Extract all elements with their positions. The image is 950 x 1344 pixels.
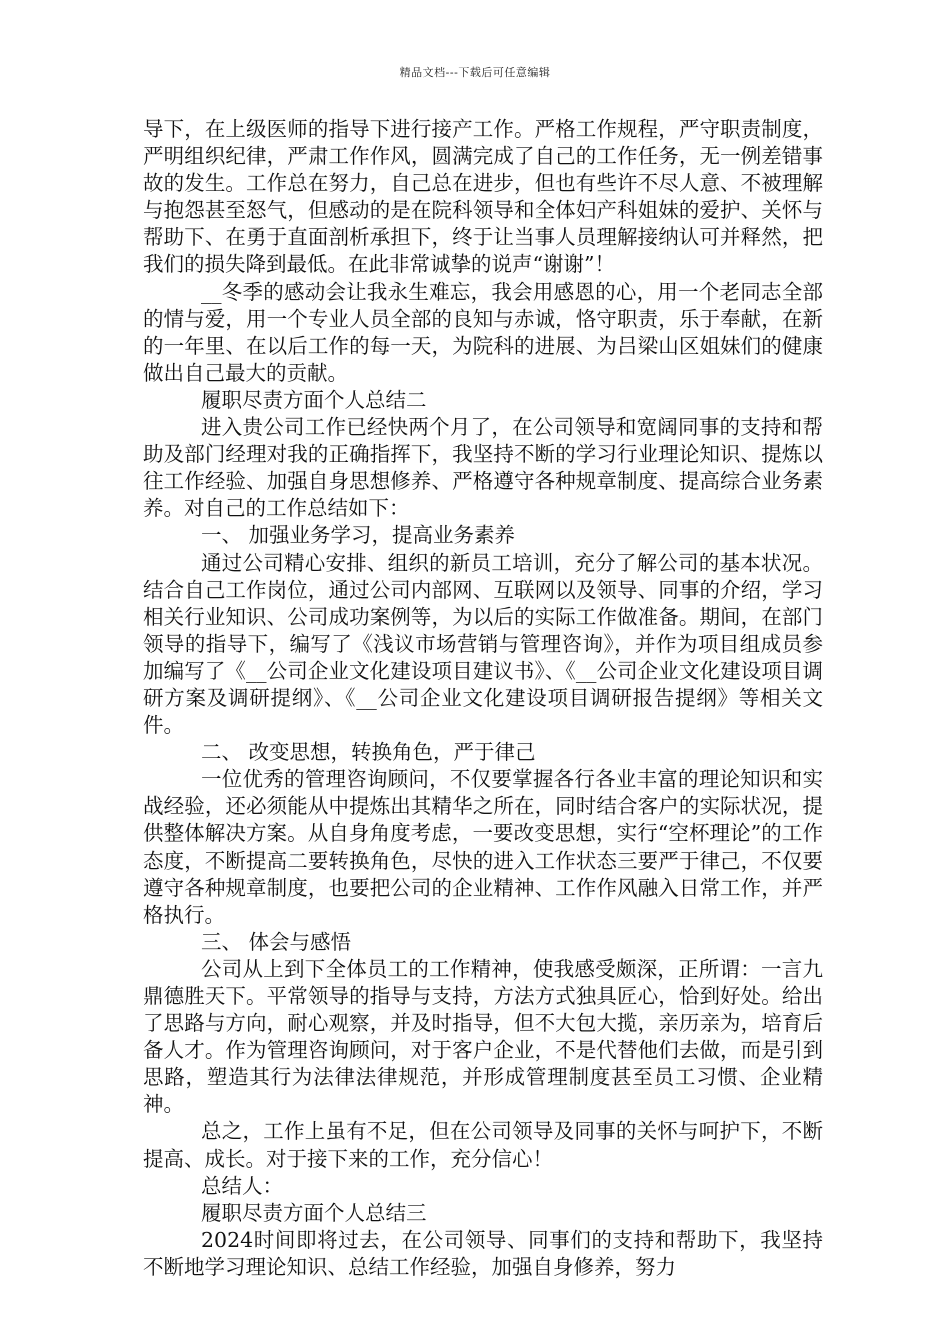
paragraph: 通过公司精心安排、组织的新员工培训，充分了解公司的基本状况。结合自己工作岗位，通过公司内部网、互联网以及领导、同事的介绍，学习相关行业知识、公司成功案例等，为以后的实际工作做准备。期间，在部门领导的指导下，编写了《浅议市场营销与管理咨询》，并作为项目组成员参加编写了《__公司企业文化建设项目建议书》、《__公司企业文化建设项目调研方案及调研提纲》、《__公司企业文化建设项目调研报告提纲》等相关文件。 [143, 550, 823, 738]
paragraph: 2024时间即将过去，在公司领导、同事们的支持和帮助下，我坚持不断地学习理论知识、总结工作经验，加强自身修养，努力 [143, 1227, 823, 1279]
document-body [143, 116, 823, 1281]
subsection-heading: 二、 改变思想，转换角色，严于律己 [201, 740, 536, 765]
signature-label: 总结人： [201, 1173, 283, 1198]
paragraph: __冬季的感动会让我永生难忘，我会用感恩的心，用一个老同志全部的情与爱，用一个专业人员全部的良知与赤诚，恪守职责，乐于奉献，在新的一年里、在以后工作的每一天，为院科的进展、为吕梁山区姐妹们的健康做出自己最大的贡献。 [143, 279, 823, 385]
paragraph: 进入贵公司工作已经快两个月了，在公司领导和宽阔同事的支持和帮助及部门经理对我的正确指挥下，我坚持不断的学习行业理论知识、提炼以往工作经验、加强自身思想修养、严格遵守各种规章制度、提高综合业务素养。对自己的工作总结如下： [143, 415, 823, 521]
paragraph: 一位优秀的管理咨询顾问，不仅要掌握各行各业丰富的理论知识和实战经验，还必须能从中提炼出其精华之所在，同时结合客户的实际状况，提供整体解决方案。从自身角度考虑，一要改变思想，实行“空杯理论”的工作态度，不断提高二要转换角色，尽快的进入工作状态三要严于律己，不仅要遵守各种规章制度，也要把公司的企业精神、工作作风融入日常工作，并严格执行。 [143, 767, 823, 927]
section-heading: 履职尽责方面个人总结三 [201, 1200, 427, 1225]
paragraph: 公司从上到下全体员工的工作精神，使我感受颇深，正所谓：一言九鼎德胜天下。平常领导的指导与支持，方法方式独具匠心，恰到好处。给出了思路与方向，耐心观察，并及时指导，但不大包大揽，亲历亲为，培育后备人才。作为管理咨询顾问，对于客户企业，不是代替他们去做，而是引到思路，塑造其行为法律法律规范，并形成管理制度甚至员工习惯、企业精神。 [143, 956, 823, 1117]
section-heading: 履职尽责方面个人总结二 [201, 387, 427, 412]
paragraph: 总之，工作上虽有不足，但在公司领导及同事的关怀与呵护下，不断提高、成长。对于接下来的工作，充分信心！ [143, 1119, 823, 1171]
page-header: 精品文档---下载后可任意编辑 [399, 66, 551, 79]
subsection-heading: 三、 体会与感悟 [201, 929, 352, 954]
paragraph-continuation: 导下，在上级医师的指导下进行接产工作。严格工作规程，严守职责制度，严明组织纪律，严肃工作作风，圆满完成了自己的工作任务，无一例差错事故的发生。工作总在努力，自己总在进步，但也有些许不尽人意、不被理解与抱怨甚至怒气，但感动的是在院科领导和全体妇产科姐妹的爱护、关怀与帮助下、在勇于直面剖析承担下，终于让当事人员理解接纳认可并释然，把我们的损失降到最低。在此非常诚挚的说声“谢谢”！ [143, 117, 823, 277]
subsection-heading: 一、 加强业务学习，提高业务素养 [201, 523, 516, 548]
